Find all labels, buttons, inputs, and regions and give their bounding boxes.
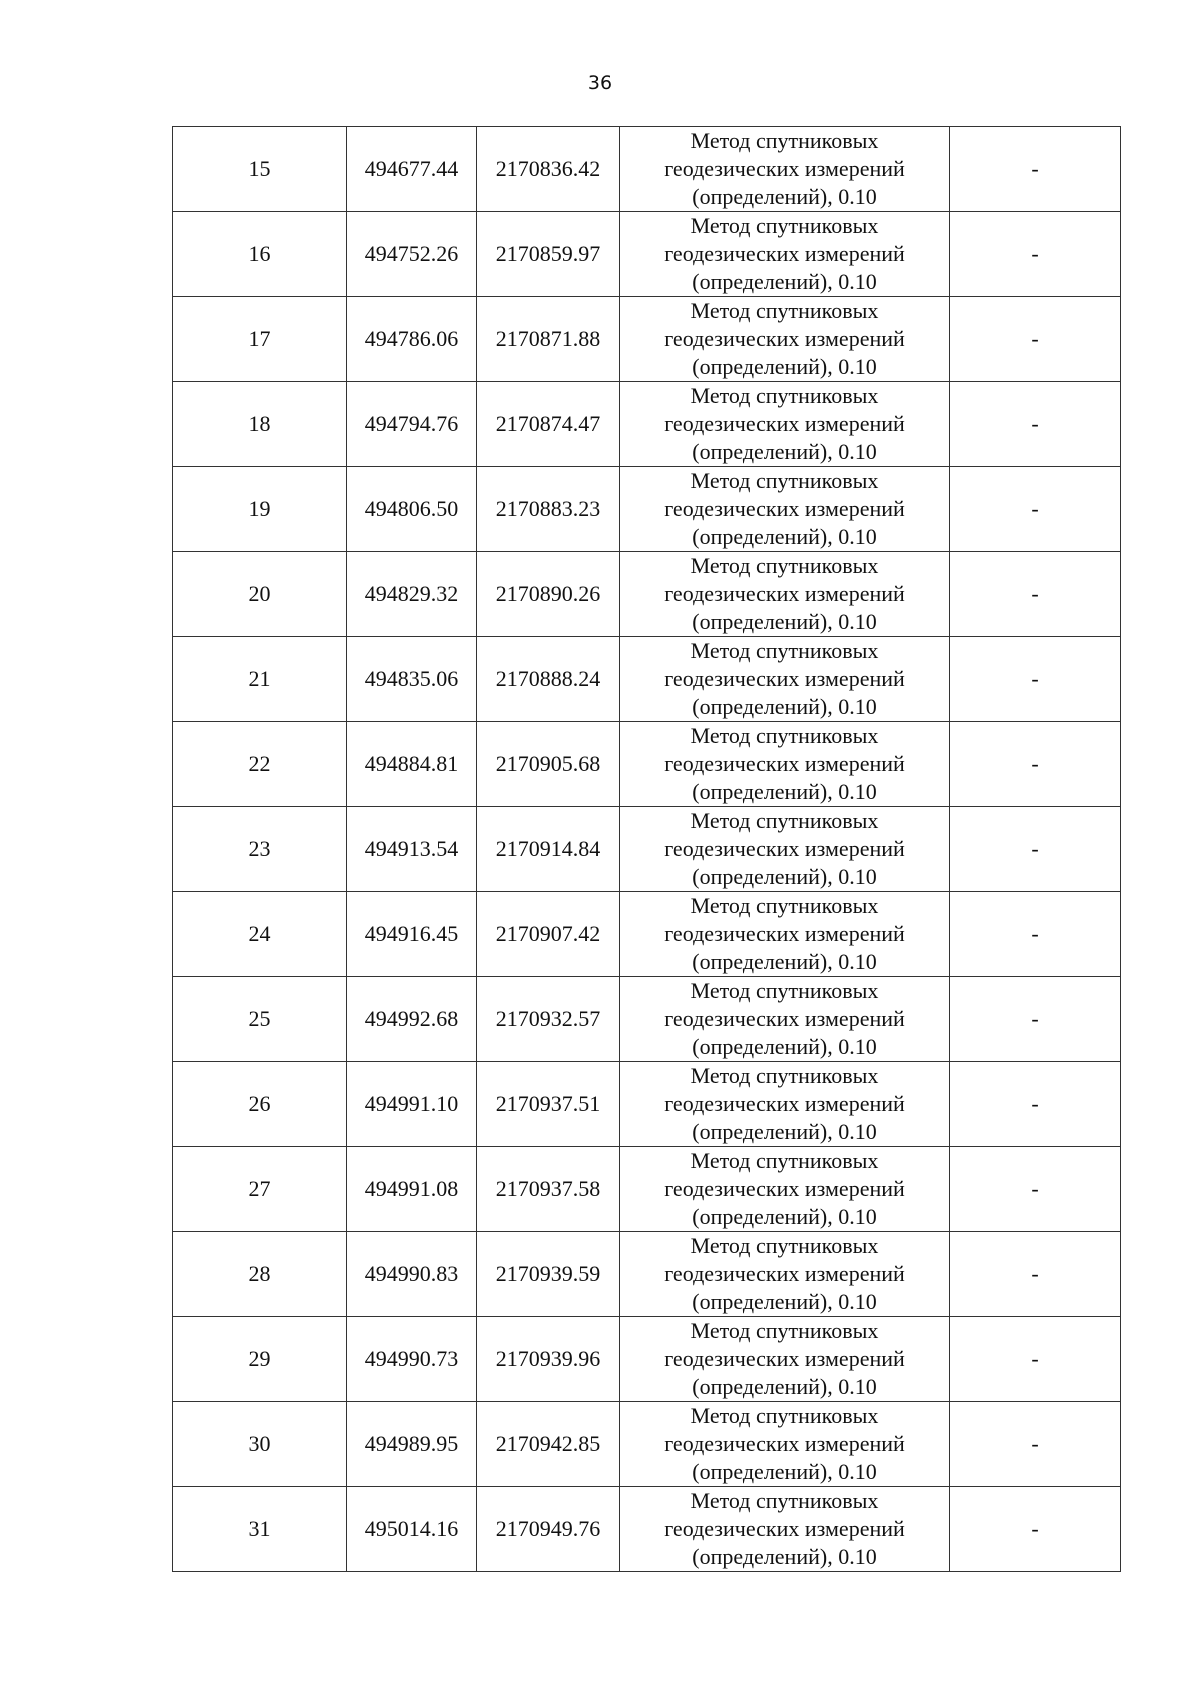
x-coordinate-cell: 494991.08: [347, 1147, 477, 1232]
method-cell: [620, 127, 950, 212]
method-line: (определений), 0.10: [692, 439, 877, 464]
method-line: геодезических измерений: [664, 1516, 905, 1541]
method-cell: [620, 722, 950, 807]
method-line: геодезических измерений: [664, 1176, 905, 1201]
point-number-cell: 28: [173, 1232, 347, 1317]
x-coordinate-cell: 494990.73: [347, 1317, 477, 1402]
method-line: (определений), 0.10: [692, 864, 877, 889]
method-line: Метод спутниковых: [690, 1233, 879, 1258]
method-line: геодезических измерений: [664, 1261, 905, 1286]
table-row: [173, 127, 1121, 212]
x-coordinate-cell: 494752.26: [347, 212, 477, 297]
point-number-cell: 19: [173, 467, 347, 552]
method-cell: [620, 1147, 950, 1232]
x-coordinate-cell: 494794.76: [347, 382, 477, 467]
table-row: [173, 1147, 1121, 1232]
table-row: [173, 1402, 1121, 1487]
x-coordinate-cell: 494990.83: [347, 1232, 477, 1317]
table-row: [173, 552, 1121, 637]
method-line: Метод спутниковых: [690, 893, 879, 918]
method-line: Метод спутниковых: [690, 1403, 879, 1428]
y-coordinate-cell: 2170871.88: [477, 297, 620, 382]
method-line: Метод спутниковых: [690, 383, 879, 408]
point-number-cell: 29: [173, 1317, 347, 1402]
method-line: Метод спутниковых: [690, 1318, 879, 1343]
method-cell: [620, 807, 950, 892]
y-coordinate-cell: 2170907.42: [477, 892, 620, 977]
point-number-cell: 30: [173, 1402, 347, 1487]
point-number-cell: 27: [173, 1147, 347, 1232]
method-line: геодезических измерений: [664, 751, 905, 776]
method-line: (определений), 0.10: [692, 1289, 877, 1314]
method-cell: [620, 1317, 950, 1402]
y-coordinate-cell: 2170905.68: [477, 722, 620, 807]
table-row: [173, 637, 1121, 722]
note-cell: -: [950, 892, 1121, 977]
note-cell: -: [950, 467, 1121, 552]
method-line: Метод спутниковых: [690, 808, 879, 833]
method-line: геодезических измерений: [664, 1091, 905, 1116]
point-number-cell: 31: [173, 1487, 347, 1572]
note-cell: -: [950, 1487, 1121, 1572]
method-line: (определений), 0.10: [692, 354, 877, 379]
x-coordinate-cell: 494913.54: [347, 807, 477, 892]
method-line: Метод спутниковых: [690, 638, 879, 663]
method-line: геодезических измерений: [664, 1346, 905, 1371]
method-cell: [620, 212, 950, 297]
method-line: Метод спутниковых: [690, 553, 879, 578]
table-row: [173, 1062, 1121, 1147]
method-cell: [620, 637, 950, 722]
note-cell: -: [950, 552, 1121, 637]
method-cell: [620, 382, 950, 467]
method-line: (определений), 0.10: [692, 269, 877, 294]
y-coordinate-cell: 2170874.47: [477, 382, 620, 467]
note-cell: -: [950, 382, 1121, 467]
method-line: Метод спутниковых: [690, 128, 879, 153]
method-line: (определений), 0.10: [692, 1374, 877, 1399]
point-number-cell: 24: [173, 892, 347, 977]
table-row: [173, 467, 1121, 552]
y-coordinate-cell: 2170949.76: [477, 1487, 620, 1572]
table-row: [173, 807, 1121, 892]
method-line: Метод спутниковых: [690, 1063, 879, 1088]
page-number: 36: [587, 72, 613, 94]
method-cell: [620, 552, 950, 637]
method-line: (определений), 0.10: [692, 609, 877, 634]
note-cell: -: [950, 127, 1121, 212]
method-line: (определений), 0.10: [692, 779, 877, 804]
point-number-cell: 22: [173, 722, 347, 807]
method-line: (определений), 0.10: [692, 694, 877, 719]
method-line: (определений), 0.10: [692, 524, 877, 549]
x-coordinate-cell: 494992.68: [347, 977, 477, 1062]
method-line: Метод спутниковых: [690, 978, 879, 1003]
point-number-cell: 26: [173, 1062, 347, 1147]
note-cell: -: [950, 637, 1121, 722]
x-coordinate-cell: 494989.95: [347, 1402, 477, 1487]
table-row: [173, 892, 1121, 977]
table-row: [173, 977, 1121, 1062]
method-line: геодезических измерений: [664, 156, 905, 181]
point-number-cell: 20: [173, 552, 347, 637]
method-cell: [620, 297, 950, 382]
method-line: (определений), 0.10: [692, 1119, 877, 1144]
x-coordinate-cell: 494835.06: [347, 637, 477, 722]
point-number-cell: 15: [173, 127, 347, 212]
y-coordinate-cell: 2170914.84: [477, 807, 620, 892]
y-coordinate-cell: 2170932.57: [477, 977, 620, 1062]
note-cell: -: [950, 1317, 1121, 1402]
note-cell: -: [950, 1402, 1121, 1487]
method-cell: [620, 1402, 950, 1487]
method-cell: [620, 467, 950, 552]
y-coordinate-cell: 2170836.42: [477, 127, 620, 212]
point-number-cell: 16: [173, 212, 347, 297]
point-number-cell: 17: [173, 297, 347, 382]
table-row: [173, 722, 1121, 807]
y-coordinate-cell: 2170939.59: [477, 1232, 620, 1317]
method-line: геодезических измерений: [664, 496, 905, 521]
table-row: [173, 297, 1121, 382]
method-line: (определений), 0.10: [692, 1459, 877, 1484]
method-line: Метод спутниковых: [690, 1148, 879, 1173]
method-cell: [620, 1232, 950, 1317]
method-line: геодезических измерений: [664, 326, 905, 351]
method-cell: [620, 892, 950, 977]
y-coordinate-cell: 2170939.96: [477, 1317, 620, 1402]
note-cell: -: [950, 1232, 1121, 1317]
y-coordinate-cell: 2170937.58: [477, 1147, 620, 1232]
note-cell: -: [950, 1147, 1121, 1232]
table-body: [173, 127, 1121, 1572]
x-coordinate-cell: 494786.06: [347, 297, 477, 382]
x-coordinate-cell: 494916.45: [347, 892, 477, 977]
x-coordinate-cell: 494991.10: [347, 1062, 477, 1147]
method-cell: [620, 1487, 950, 1572]
method-line: (определений), 0.10: [692, 1544, 877, 1569]
method-cell: [620, 1062, 950, 1147]
method-line: Метод спутниковых: [690, 213, 879, 238]
method-line: геодезических измерений: [664, 241, 905, 266]
y-coordinate-cell: 2170890.26: [477, 552, 620, 637]
table-row: [173, 1317, 1121, 1402]
note-cell: -: [950, 212, 1121, 297]
method-line: Метод спутниковых: [690, 468, 879, 493]
method-line: (определений), 0.10: [692, 1034, 877, 1059]
note-cell: -: [950, 977, 1121, 1062]
y-coordinate-cell: 2170859.97: [477, 212, 620, 297]
x-coordinate-cell: 494829.32: [347, 552, 477, 637]
point-number-cell: 18: [173, 382, 347, 467]
table-row: [173, 1487, 1121, 1572]
note-cell: -: [950, 297, 1121, 382]
table-row: [173, 212, 1121, 297]
method-line: геодезических измерений: [664, 411, 905, 436]
method-line: (определений), 0.10: [692, 1204, 877, 1229]
method-line: Метод спутниковых: [690, 723, 879, 748]
point-number-cell: 25: [173, 977, 347, 1062]
method-line: геодезических измерений: [664, 921, 905, 946]
table-row: [173, 382, 1121, 467]
note-cell: -: [950, 1062, 1121, 1147]
method-line: (определений), 0.10: [692, 184, 877, 209]
y-coordinate-cell: 2170883.23: [477, 467, 620, 552]
x-coordinate-cell: 495014.16: [347, 1487, 477, 1572]
method-line: геодезических измерений: [664, 836, 905, 861]
point-number-cell: 21: [173, 637, 347, 722]
table-row: [173, 1232, 1121, 1317]
method-line: геодезических измерений: [664, 666, 905, 691]
coordinates-table: [172, 126, 1121, 1572]
method-line: геодезических измерений: [664, 581, 905, 606]
note-cell: -: [950, 722, 1121, 807]
note-cell: -: [950, 807, 1121, 892]
y-coordinate-cell: 2170942.85: [477, 1402, 620, 1487]
x-coordinate-cell: 494806.50: [347, 467, 477, 552]
point-number-cell: 23: [173, 807, 347, 892]
method-line: геодезических измерений: [664, 1431, 905, 1456]
method-line: Метод спутниковых: [690, 298, 879, 323]
method-line: (определений), 0.10: [692, 949, 877, 974]
method-cell: [620, 977, 950, 1062]
x-coordinate-cell: 494677.44: [347, 127, 477, 212]
method-line: Метод спутниковых: [690, 1488, 879, 1513]
y-coordinate-cell: 2170937.51: [477, 1062, 620, 1147]
method-line: геодезических измерений: [664, 1006, 905, 1031]
y-coordinate-cell: 2170888.24: [477, 637, 620, 722]
x-coordinate-cell: 494884.81: [347, 722, 477, 807]
